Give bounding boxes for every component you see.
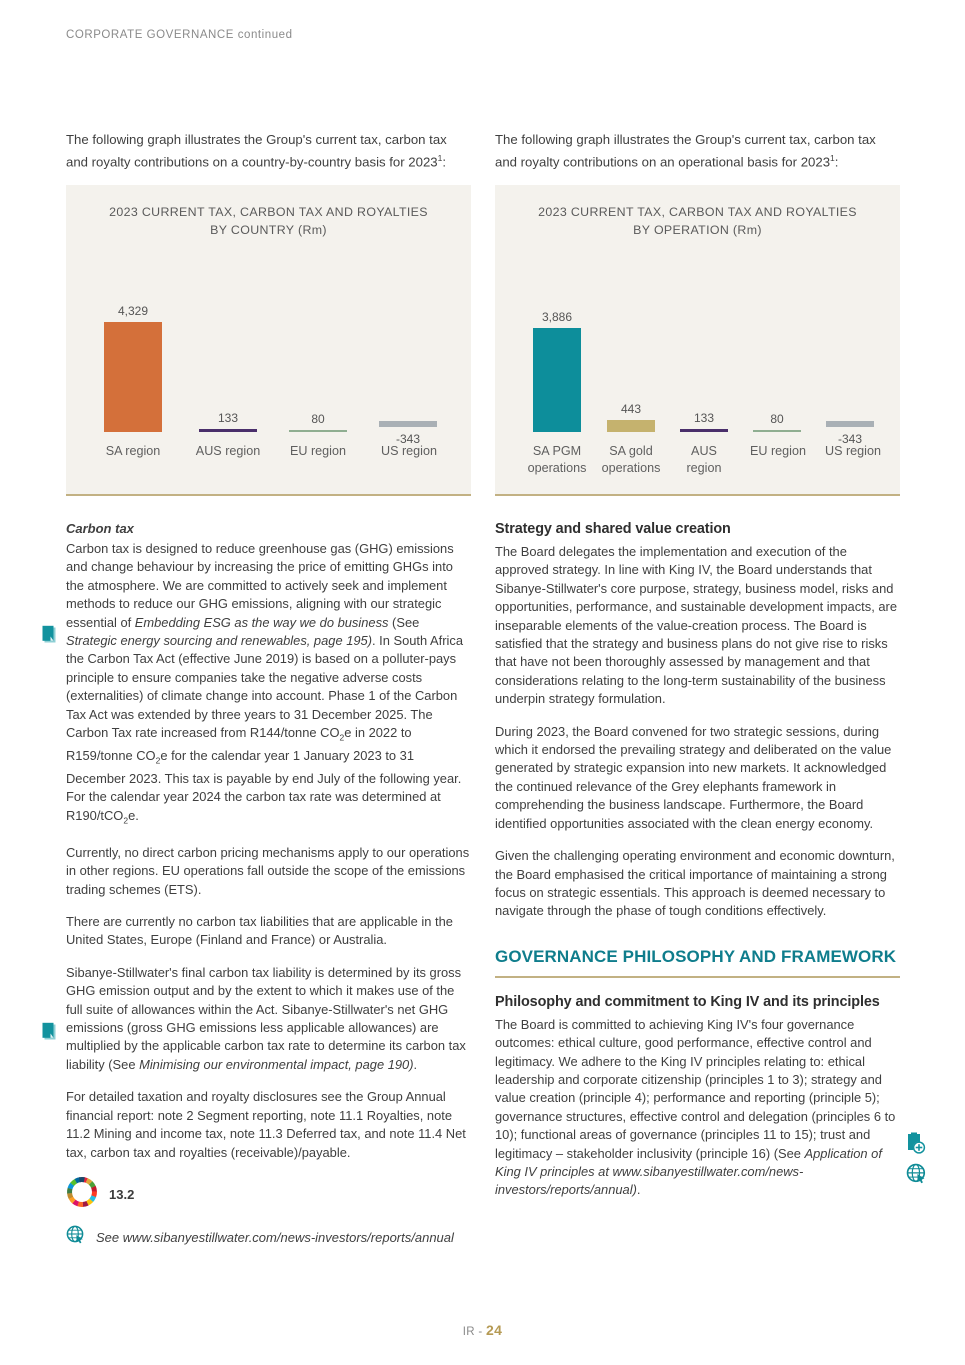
ctp4-italic: Minimising our environmental impact, page 190)	[139, 1056, 414, 1072]
axis-label-sa-gold-line2: operations	[601, 461, 661, 476]
axis-label-eu-region: EU region	[289, 444, 346, 459]
website-reference-text	[96, 1230, 454, 1245]
ctp1-sub-1: 2	[339, 732, 345, 743]
pp-a: The Board is committed to achieving King IV's four governance outcomes: ethical culture, good performance, effective control and legitimacy. We adhere to the King IV principles relating to: ethical leadership and corporate citizenship (principles 1 to 3); strategy and value creation (principle 4); performance and reporting (principle 5); governance structures, effective control and delegation (principles 6 to 10); functional areas of governance (principles 11 to 15); trust and legitimacy – stakeholder inclusivity (principle 16) (See	[495, 1016, 896, 1161]
section-divider-left	[66, 494, 471, 496]
strategy-paragraph-1: The Board delegates the implementation and execution of the approved strategy. In line with King IV, the Board understands that Sibanye-Stillwater's core purpose, strategy, business model, risks and opportunities, performance, and sustainable development impacts, are inseparable elements of the value-creation process. The Board is satisfied that the strategy and business plans do not give rise to risks that have not been thoroughly assessed by management and that considerations relating to the long-term sustainability of the business underpin strategy formulation.	[495, 544, 897, 707]
page-footer	[0, 1322, 965, 1338]
document-icon-strategic-energy[interactable]	[41, 625, 58, 650]
ctp1-a: Carbon tax is designed to reduce greenhouse gas (GHG) emissions and change behaviour by increasing the price of emitting GHGs into the atmosphere. We are committed to actively seek and implement methods to reduce our GHG emissions, aligning with our strategic essential of	[66, 541, 454, 630]
bar-rect-sa-gold-operations	[607, 420, 655, 432]
ctp1-italic-1: Embedding ESG as the way we do business	[134, 614, 389, 630]
pp-b: .	[636, 1182, 641, 1198]
bar-label-op-aus-region: 133	[693, 411, 715, 426]
chart-by-country	[66, 185, 471, 495]
right-column-body	[495, 521, 900, 1214]
chart-by-operation-title-line1: 2023 CURRENT TAX, CARBON TAX AND ROYALTIES	[538, 205, 857, 220]
bar-rect-eu-region	[289, 430, 347, 432]
carbon-tax-paragraph-4	[66, 964, 471, 1074]
chart-by-operation-title-line2: BY OPERATION (Rm)	[633, 223, 762, 238]
carbon-tax-paragraph-5: For detailed taxation and royalty disclosures see the Group Annual financial report: note 2 Segment reporting, note 11.1 Royalties, note 11.2 Mining and income tax, note 11.3 Deferred tax, and note 11.4 Net tax, carbon tax and royalties (receivable)/payable.	[66, 1089, 466, 1160]
axis-label-us-region: US region	[380, 444, 437, 459]
axis-label-aus-region: AUS region	[195, 444, 261, 459]
axis-label-sa-region: SA region	[105, 444, 161, 459]
footer-page-number: 24	[486, 1322, 503, 1338]
left-intro-colon: :	[442, 154, 447, 170]
left-intro-line1: The following graph illustrates the Group's current tax, carbon tax	[66, 132, 447, 147]
axis-label-sa-gold-operations	[587, 443, 675, 477]
chart-by-operation-title	[495, 203, 900, 239]
ctp1-sub-3: 2	[123, 815, 129, 826]
see-prefix: See	[96, 1229, 123, 1245]
philosophy-heading: Philosophy and commitment to King IV and its principles	[495, 993, 880, 1010]
strategy-heading: Strategy and shared value creation	[495, 521, 731, 537]
right-intro-colon: :	[834, 154, 839, 170]
bar-sa-pgm-operations	[533, 310, 581, 432]
left-intro-paragraph	[66, 130, 471, 171]
right-intro-footnote-marker: 1	[830, 153, 835, 163]
bar-sa-gold-operations	[607, 402, 655, 432]
bar-label-sa-region: 4,329	[117, 304, 149, 319]
sdg-reference-row	[66, 1176, 471, 1213]
carbon-tax-paragraph-3: There are currently no carbon tax liabilities that are applicable in the United States, Europe (Finland and France) or Australia.	[66, 914, 453, 948]
philosophy-paragraph	[495, 1016, 900, 1200]
bar-rect-aus-region	[199, 429, 257, 432]
carbon-tax-paragraph-1	[66, 540, 471, 830]
bar-rect-sa-pgm-operations	[533, 328, 581, 432]
chart-by-country-plot	[66, 247, 471, 447]
chart-by-country-axis-labels	[66, 443, 471, 487]
globe-link-icon-right[interactable]	[906, 1163, 928, 1190]
right-intro-line1: The following graph illustrates the Group's current tax, carbon tax	[495, 132, 876, 147]
ctp4-a: Sibanye-Stillwater's final carbon tax liability is determined by its gross GHG emission output and by the extent to which it makes use of the full suite of allowances within the Act. Sibanye-Stillwater's net GHG emissions (gross GHG emissions less applicable allowances) are multiplied by the applicable carbon tax rate to determine its carbon tax liability (See	[66, 964, 466, 1072]
chart-by-operation-plot	[495, 247, 900, 447]
left-column-body	[66, 521, 471, 1250]
bar-label-op-eu-region: 80	[770, 412, 784, 427]
right-intro-line2: and royalty contributions on an operational basis for 2023	[495, 154, 831, 170]
axis-label-sa-pgm-line2: operations	[527, 461, 587, 476]
website-reference-row[interactable]	[66, 1225, 471, 1250]
strategy-paragraph-3: Given the challenging operating environment and economic downturn, the Board emphasised the critical importance of maintaining a strong focus on strategic essentials. This approach is deemed necessary to navigate through the phase of tough conditions effectively.	[495, 848, 895, 919]
section-divider-right	[495, 494, 900, 496]
sdg-wheel-icon	[66, 1176, 98, 1213]
axis-label-sa-pgm-line1: SA PGM	[532, 444, 582, 459]
governance-section-rule	[495, 976, 900, 978]
left-intro-line2: and royalty contributions on a country-by-country basis for 2023	[66, 154, 438, 170]
carbon-tax-heading: Carbon tax	[66, 521, 134, 536]
right-intro-paragraph	[495, 130, 900, 171]
bar-label-sa-gold-operations: 443	[620, 402, 642, 417]
ctp1-sub-2: 2	[155, 755, 161, 766]
bar-rect-sa-region	[104, 322, 162, 432]
axis-label-sa-gold-line1: SA gold	[609, 444, 653, 459]
ctp1-d: e in 2022 to R159/tonne CO	[66, 725, 412, 764]
axis-label-op-aus-line1: AUS	[691, 444, 717, 459]
governance-section-heading: GOVERNANCE PHILOSOPHY AND FRAMEWORK	[495, 946, 897, 966]
ctp1-f: e.	[128, 807, 139, 823]
axis-label-op-us-region: US region	[824, 444, 881, 459]
bar-rect-us-region	[379, 421, 437, 427]
strategy-paragraph-2: During 2023, the Board convened for two strategic sessions, during which it endorsed the prevailing strategy and deliberated on the value generated by strategic expansion into new markets. It acknowledged the continued relevance of the Grey elephants framework in comprehending the business landscape. Furthermore, the Board identified opportunities associated with the clean energy economy.	[495, 723, 892, 831]
ctp1-b: (See	[388, 614, 420, 630]
bar-label-op-us-region: -343	[837, 432, 863, 447]
website-url[interactable]: www.sibanyestillwater.com/news-investors/reports/annual	[122, 1229, 454, 1245]
bar-rect-op-us-region	[826, 421, 874, 427]
bar-aus-region	[199, 411, 257, 432]
ctp4-b: .	[413, 1056, 418, 1072]
bar-sa-region	[104, 304, 162, 432]
sdg-target-label: 13.2	[109, 1186, 135, 1202]
bar-op-eu-region	[753, 412, 801, 432]
pp-italic: Application of King IV principles at www.sibanyestillwater.com/news-investors/reports/annual)	[495, 1145, 882, 1198]
bar-label-us-region: -343	[395, 432, 421, 447]
axis-label-op-aus-region	[667, 443, 741, 477]
chart-by-country-title	[66, 203, 471, 239]
chart-by-operation-axis-labels	[495, 443, 900, 487]
footer-prefix: IR -	[462, 1326, 483, 1338]
bar-label-eu-region: 80	[311, 412, 325, 427]
right-column	[495, 130, 900, 495]
bar-rect-op-eu-region	[753, 430, 801, 432]
bar-op-aus-region	[680, 411, 728, 432]
chart-by-operation	[495, 185, 900, 495]
running-head: CORPORATE GOVERNANCE continued	[66, 29, 293, 41]
bar-rect-op-aus-region	[680, 429, 728, 432]
bar-label-aus-region: 133	[217, 411, 239, 426]
bar-eu-region	[289, 412, 347, 432]
axis-label-op-aus-line2: region	[686, 461, 722, 476]
left-intro-footnote-marker: 1	[437, 153, 443, 163]
left-column	[66, 130, 471, 495]
document-plus-icon[interactable]	[906, 1132, 928, 1161]
carbon-tax-paragraph-2: Currently, no direct carbon pricing mechanisms apply to our operations in other regions. EU operations fall outside the scope of the emissions trading schemes (ETS).	[66, 844, 470, 897]
ctp1-e: e for the calendar year 1 January 2023 to 31 December 2023. This tax is payable by end July of the following year. For the calendar year 2024 the carbon tax rate was determined at R190/tCO	[66, 748, 462, 823]
axis-label-op-eu-region: EU region	[749, 444, 806, 459]
globe-link-icon	[66, 1225, 86, 1250]
chart-by-country-title-line2: BY COUNTRY (Rm)	[210, 223, 327, 238]
ctp1-italic-2: Strategic energy sourcing and renewables, page 195)	[66, 633, 372, 649]
chart-by-country-title-line1: 2023 CURRENT TAX, CARBON TAX AND ROYALTIES	[109, 205, 428, 220]
ctp1-c: . In South Africa the Carbon Tax Act (effective June 2019) is based on a polluter-pays principle to ensure companies take the negative adverse costs (externalities) of climate change into account. Phase 1 of the Carbon Tax Act was extended by three years to 31 December 2025. The Carbon Tax rate increased from R144/tonne CO	[66, 633, 464, 741]
bar-label-sa-pgm-operations: 3,886	[541, 310, 573, 325]
document-icon-minimising-impact[interactable]	[41, 1022, 58, 1047]
